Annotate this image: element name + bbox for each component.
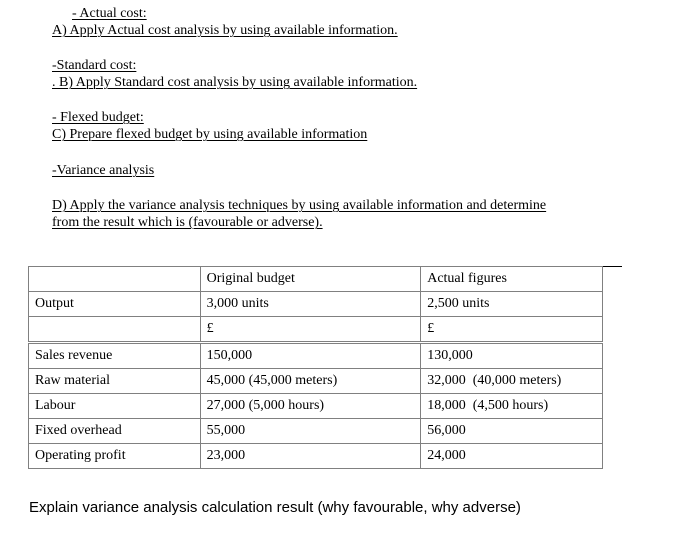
standard-cost-heading: -Standard cost: bbox=[52, 58, 137, 73]
row-label: Labour bbox=[29, 394, 201, 419]
table-row bbox=[29, 419, 603, 444]
table-row bbox=[29, 369, 603, 394]
standard-cost-task: . B) Apply Standard cost analysis by using available information. bbox=[52, 75, 418, 90]
actual-value: 24,000 bbox=[421, 444, 603, 469]
table-header-cell: Original budget bbox=[200, 267, 421, 292]
table-row bbox=[29, 317, 603, 343]
actual-value: 2,500 units bbox=[421, 292, 603, 317]
budget-table bbox=[28, 266, 603, 469]
actual-value: 56,000 bbox=[421, 419, 603, 444]
actual-value: £ bbox=[421, 317, 603, 343]
table-header-cell bbox=[29, 267, 201, 292]
flexed-budget-task: C) Prepare flexed budget by using available information bbox=[52, 127, 368, 142]
variance-analysis-heading: -Variance analysis bbox=[52, 163, 155, 178]
budget-value: 3,000 units bbox=[200, 292, 421, 317]
variance-task-line-1: D) Apply the variance analysis techniques by using available information and determine bbox=[52, 198, 547, 213]
table-header-row bbox=[29, 267, 603, 292]
table-row bbox=[29, 292, 603, 317]
actual-cost-heading: - Actual cost: bbox=[72, 6, 147, 21]
table-header-cell: Actual figures bbox=[421, 267, 603, 292]
actual-cost-task: A) Apply Actual cost analysis by using available information. bbox=[52, 23, 398, 38]
question-text: Explain variance analysis calculation result (why favourable, why adverse) bbox=[29, 499, 521, 516]
table-row bbox=[29, 394, 603, 419]
budget-value: 55,000 bbox=[200, 419, 421, 444]
row-label: Output bbox=[29, 292, 201, 317]
budget-value: £ bbox=[200, 317, 421, 343]
flexed-budget-heading: - Flexed budget: bbox=[52, 110, 144, 125]
row-label: Fixed overhead bbox=[29, 419, 201, 444]
actual-value: 18,000 (4,500 hours) bbox=[421, 394, 603, 419]
variance-task-line-2: from the result which is (favourable or adverse). bbox=[52, 215, 323, 230]
budget-value: 150,000 bbox=[200, 343, 421, 369]
table-row bbox=[29, 444, 603, 469]
budget-value: 27,000 (5,000 hours) bbox=[200, 394, 421, 419]
row-label: Raw material bbox=[29, 369, 201, 394]
row-label: Sales revenue bbox=[29, 343, 201, 369]
actual-value: 32,000 (40,000 meters) bbox=[421, 369, 603, 394]
budget-value: 23,000 bbox=[200, 444, 421, 469]
actual-value: 130,000 bbox=[421, 343, 603, 369]
table-row bbox=[29, 343, 603, 369]
budget-value: 45,000 (45,000 meters) bbox=[200, 369, 421, 394]
row-label bbox=[29, 317, 201, 343]
row-label: Operating profit bbox=[29, 444, 201, 469]
